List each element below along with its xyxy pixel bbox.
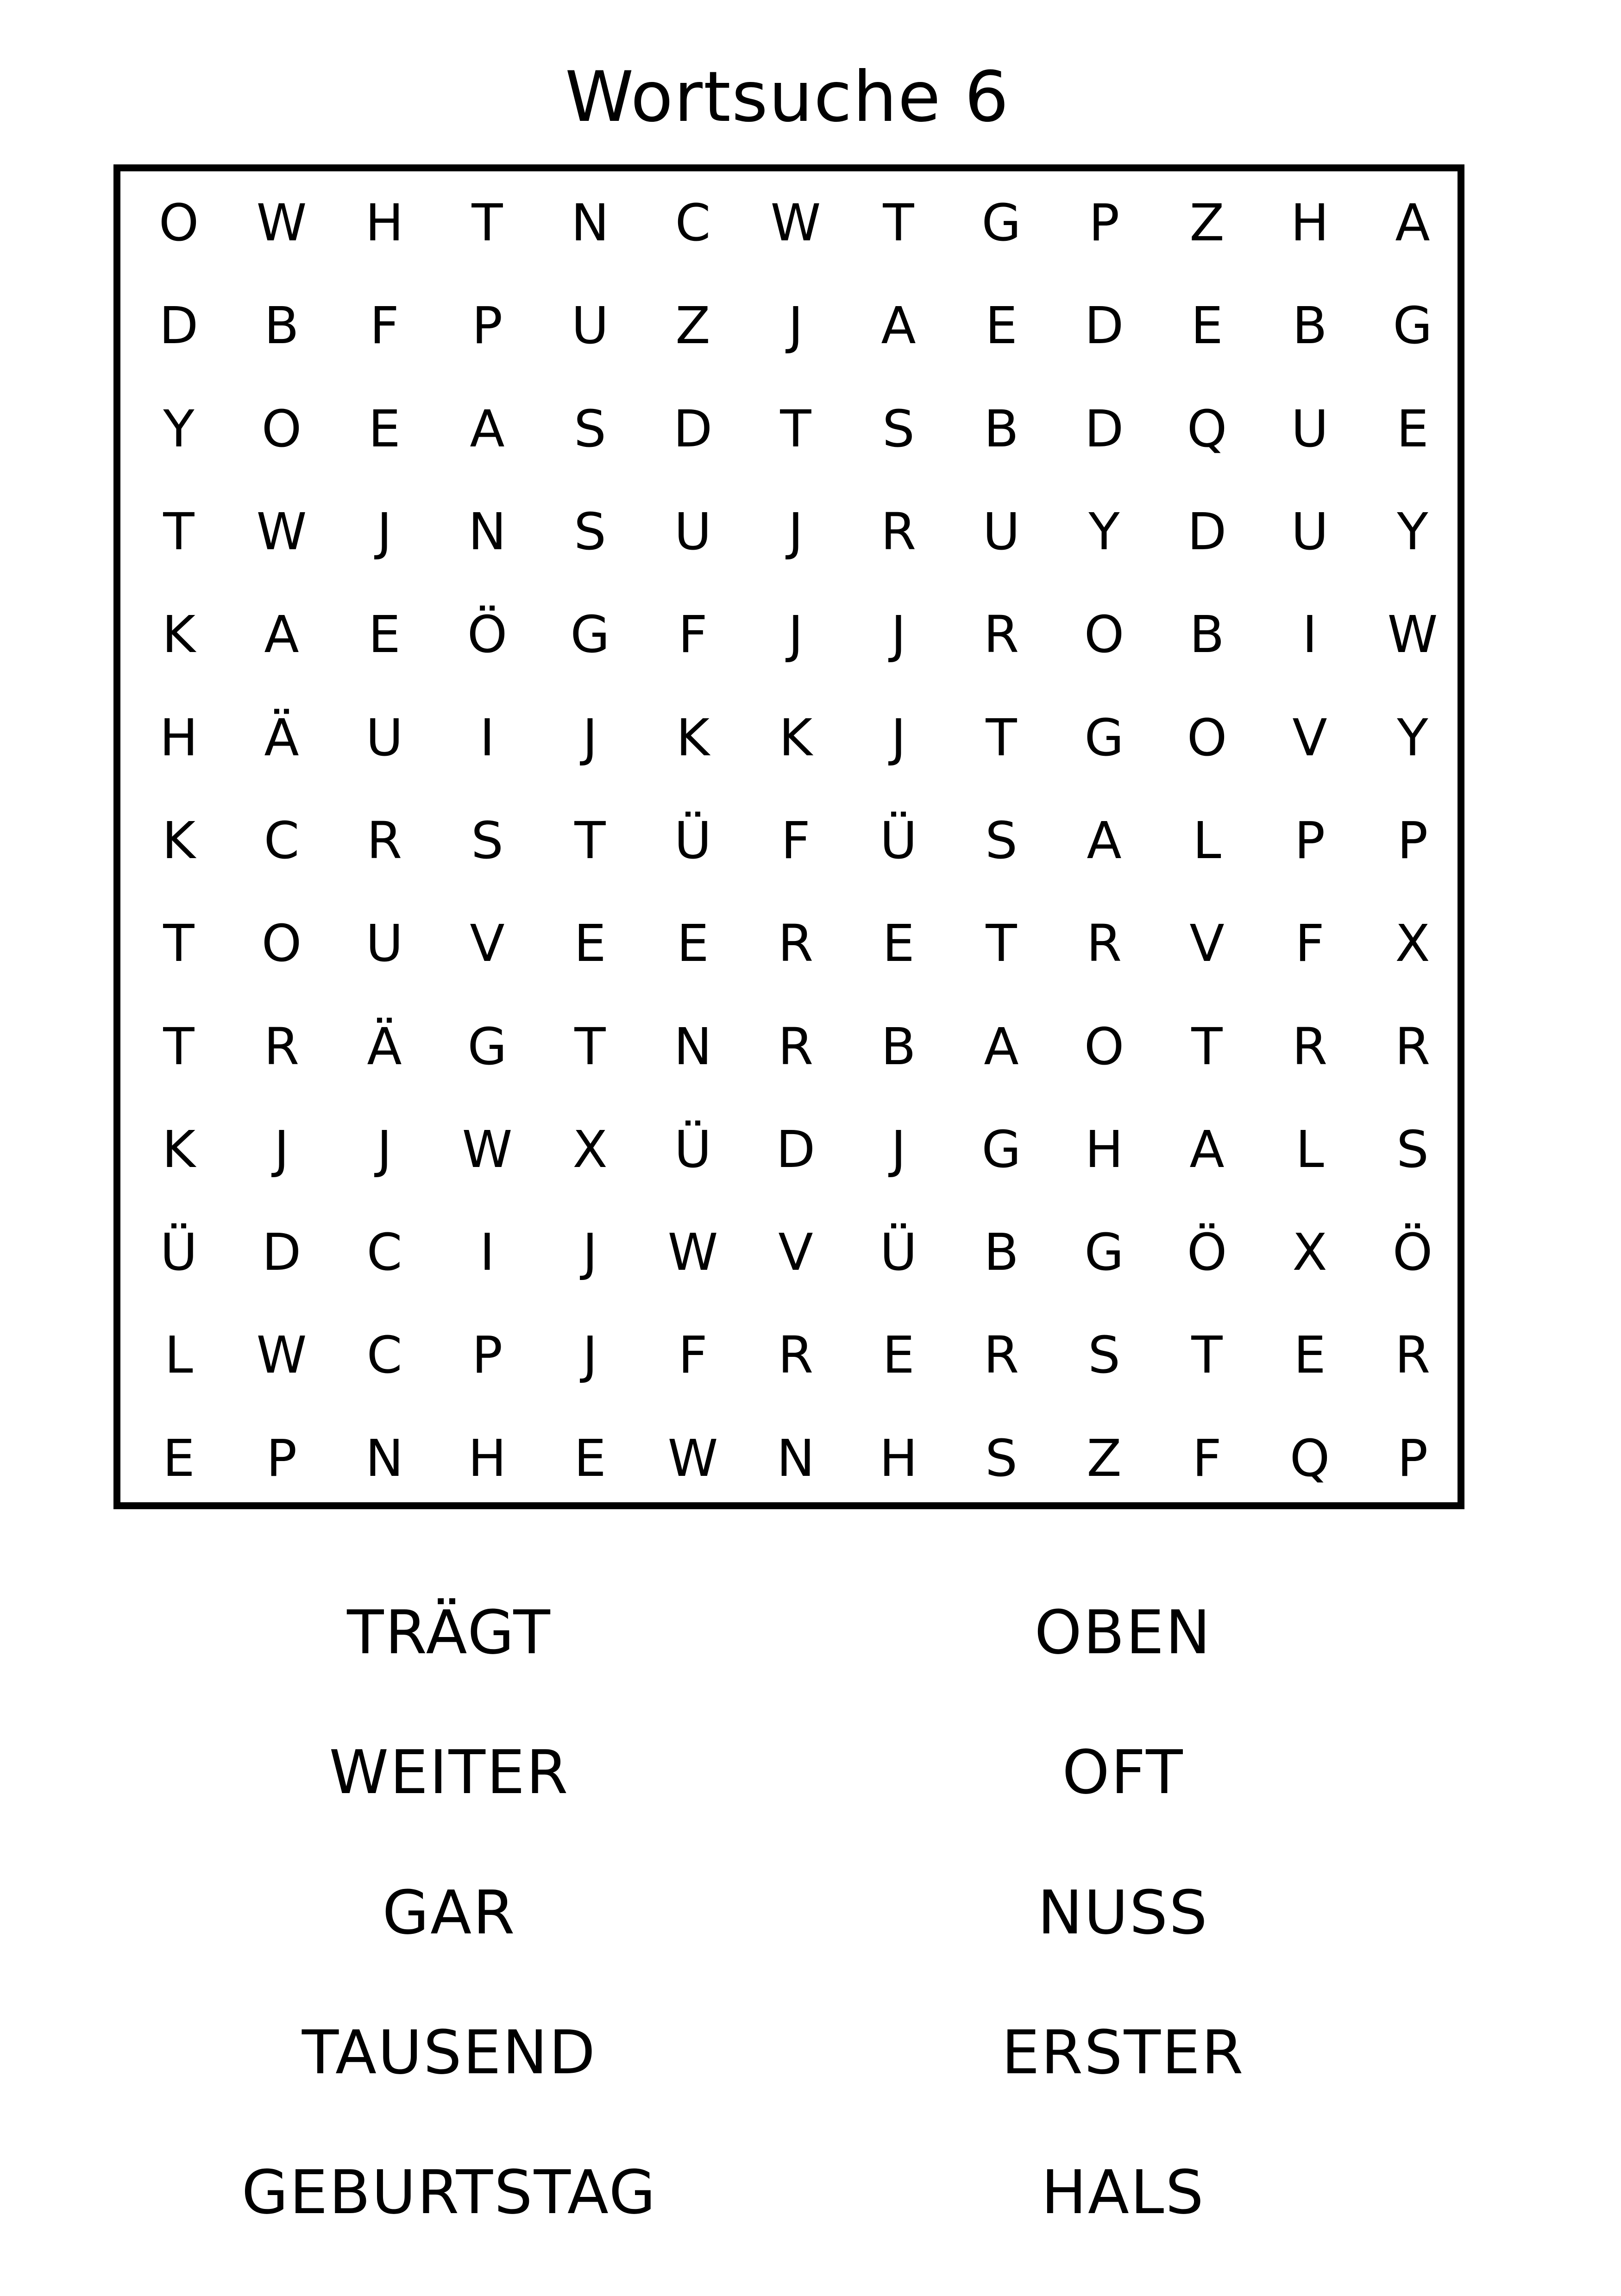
grid-cell: P xyxy=(1088,193,1120,253)
grid-cell: E xyxy=(574,1428,606,1488)
grid-cell: W xyxy=(1387,605,1438,665)
grid-cell: H xyxy=(365,193,404,253)
grid-cell: P xyxy=(1294,810,1326,870)
grid-cell: U xyxy=(982,502,1020,562)
grid-cell: H xyxy=(159,708,198,767)
grid-cell: J xyxy=(582,1223,598,1282)
grid-cell: Ü xyxy=(880,1223,917,1282)
grid-cell: N xyxy=(571,193,609,253)
grid-cell: C xyxy=(675,193,711,253)
word-list-item: ERSTER xyxy=(1001,2017,1245,2088)
word-list-item: TAUSEND xyxy=(302,2017,597,2088)
grid-cell: D xyxy=(159,296,199,356)
grid-cell: Z xyxy=(675,296,710,356)
grid-cell: G xyxy=(981,193,1021,253)
grid-cell: V xyxy=(1292,708,1327,767)
grid-cell: V xyxy=(778,1223,813,1282)
grid-cell: X xyxy=(1395,914,1430,973)
grid-cell: K xyxy=(162,810,196,870)
grid-cell: R xyxy=(778,1325,814,1385)
grid-cell: G xyxy=(981,1119,1021,1179)
grid-cell: T xyxy=(163,1016,195,1076)
grid-cell: K xyxy=(676,708,710,767)
grid-cell: A xyxy=(1395,193,1430,253)
grid-cell: E xyxy=(368,399,401,458)
grid-cell: S xyxy=(574,502,606,562)
grid-cell: U xyxy=(674,502,712,562)
grid-cell: E xyxy=(368,605,401,665)
grid-cell: V xyxy=(1189,914,1225,973)
word-list-item: OBEN xyxy=(1034,1597,1212,1668)
grid-cell: A xyxy=(264,605,299,665)
grid-cell: O xyxy=(1084,605,1125,665)
grid-cell: C xyxy=(366,1325,402,1385)
grid-cell: O xyxy=(1084,1016,1125,1076)
word-list-item: OFT xyxy=(1062,1737,1184,1807)
grid-cell: J xyxy=(377,1119,392,1179)
grid-cell: K xyxy=(162,1119,196,1179)
grid-cell: U xyxy=(365,708,403,767)
word-list-item: WEITER xyxy=(329,1737,570,1807)
grid-cell: Ö xyxy=(1187,1223,1227,1282)
grid-cell: R xyxy=(880,502,917,562)
grid-cell: D xyxy=(673,399,713,458)
grid-cell: E xyxy=(882,1325,915,1385)
grid-cell: R xyxy=(1395,1016,1431,1076)
grid-cell: B xyxy=(1189,605,1225,665)
grid-cell: T xyxy=(1191,1325,1223,1385)
word-list-item: GEBURTSTAG xyxy=(241,2157,657,2227)
grid-cell: Y xyxy=(1397,502,1428,562)
grid-cell: D xyxy=(1187,502,1227,562)
grid-cell: G xyxy=(570,605,610,665)
grid-cell: U xyxy=(1291,399,1329,458)
grid-cell: O xyxy=(1187,708,1227,767)
grid-cell: R xyxy=(1086,914,1122,973)
grid-cell: O xyxy=(158,193,199,253)
grid-cell: Y xyxy=(163,399,195,458)
grid-cell: T xyxy=(1191,1016,1223,1076)
grid-cell: E xyxy=(985,296,1018,356)
grid-cell: R xyxy=(366,810,402,870)
grid-cell: Ä xyxy=(264,708,299,767)
grid-cell: E xyxy=(1191,296,1223,356)
grid-cell: S xyxy=(574,399,606,458)
grid-cell: E xyxy=(882,914,915,973)
grid-cell: X xyxy=(1292,1223,1327,1282)
grid-cell: N xyxy=(776,1428,815,1488)
grid-cell: H xyxy=(468,1428,507,1488)
grid-cell: T xyxy=(163,914,195,973)
grid-cell: J xyxy=(891,1119,906,1179)
grid-cell: H xyxy=(1085,1119,1124,1179)
grid-cell: R xyxy=(1292,1016,1328,1076)
grid-cell: Ö xyxy=(467,605,508,665)
grid-cell: S xyxy=(882,399,915,458)
grid-cell: Ö xyxy=(1392,1223,1433,1282)
grid-cell: I xyxy=(1302,605,1318,665)
grid-cell: B xyxy=(1292,296,1327,356)
grid-cell: J xyxy=(377,502,392,562)
grid-cell: T xyxy=(574,810,606,870)
grid-cell: P xyxy=(1397,810,1428,870)
grid-cell: J xyxy=(274,1119,289,1179)
grid-cell: W xyxy=(462,1119,513,1179)
grid-cell: Ä xyxy=(367,1016,402,1076)
grid-cell: F xyxy=(1192,1428,1222,1488)
grid-cell: J xyxy=(582,708,598,767)
grid-cell: Q xyxy=(1187,399,1227,458)
grid-cell: R xyxy=(1395,1325,1431,1385)
grid-cell: P xyxy=(1397,1428,1428,1488)
grid-cell: Q xyxy=(1289,1428,1330,1488)
grid-cell: S xyxy=(471,810,503,870)
grid-cell: K xyxy=(779,708,813,767)
grid-cell: D xyxy=(1084,296,1124,356)
grid-cell: P xyxy=(471,1325,503,1385)
grid-cell: O xyxy=(261,914,302,973)
grid-cell: B xyxy=(984,399,1019,458)
grid-cell: Y xyxy=(1397,708,1428,767)
word-search-grid xyxy=(127,171,1464,1510)
grid-cell: Y xyxy=(1088,502,1120,562)
grid-cell: V xyxy=(470,914,505,973)
grid-cell: Z xyxy=(1189,193,1225,253)
grid-cell: S xyxy=(985,810,1018,870)
grid-cell: J xyxy=(788,296,804,356)
grid-cell: E xyxy=(163,1428,195,1488)
grid-cell: C xyxy=(264,810,300,870)
grid-cell: A xyxy=(1087,810,1122,870)
word-list-item: NUSS xyxy=(1037,1877,1209,1948)
grid-cell: R xyxy=(778,914,814,973)
grid-cell: X xyxy=(572,1119,608,1179)
grid-cell: S xyxy=(1396,1119,1429,1179)
grid-cell: T xyxy=(883,193,914,253)
grid-cell: N xyxy=(365,1428,404,1488)
grid-cell: W xyxy=(256,193,307,253)
grid-cell: F xyxy=(370,296,399,356)
grid-cell: T xyxy=(986,708,1017,767)
grid-cell: E xyxy=(1396,399,1429,458)
grid-cell: S xyxy=(985,1428,1018,1488)
grid-cell: T xyxy=(163,502,195,562)
grid-cell: J xyxy=(788,502,804,562)
grid-cell: B xyxy=(984,1223,1019,1282)
grid-cell: J xyxy=(891,708,906,767)
grid-cell: I xyxy=(479,1223,495,1282)
grid-cell: R xyxy=(264,1016,300,1076)
grid-cell: Z xyxy=(1087,1428,1122,1488)
grid-cell: Ü xyxy=(160,1223,198,1282)
grid-cell: B xyxy=(264,296,299,356)
grid-cell: O xyxy=(261,399,302,458)
grid-cell: E xyxy=(677,914,709,973)
grid-cell: F xyxy=(781,810,810,870)
word-list-item: GAR xyxy=(382,1877,516,1948)
grid-cell: R xyxy=(983,605,1019,665)
word-list-item: TRÄGT xyxy=(347,1597,552,1668)
grid-cell: P xyxy=(266,1428,297,1488)
grid-cell: F xyxy=(678,1325,708,1385)
page-title: Wortsuche 6 xyxy=(565,57,1010,138)
grid-cell: Ü xyxy=(880,810,917,870)
grid-cell: F xyxy=(678,605,708,665)
grid-cell: D xyxy=(776,1119,816,1179)
grid-cell: C xyxy=(366,1223,402,1282)
grid-cell: U xyxy=(571,296,609,356)
grid-cell: A xyxy=(881,296,916,356)
grid-cell: D xyxy=(262,1223,302,1282)
grid-cell: Ü xyxy=(674,1119,712,1179)
grid-cell: B xyxy=(881,1016,916,1076)
grid-cell: T xyxy=(986,914,1017,973)
grid-cell: A xyxy=(1189,1119,1225,1179)
grid-cell: Ü xyxy=(674,810,712,870)
grid-cell: W xyxy=(256,502,307,562)
grid-cell: T xyxy=(574,1016,606,1076)
grid-cell: G xyxy=(467,1016,507,1076)
grid-cell: W xyxy=(256,1325,307,1385)
grid-cell: W xyxy=(667,1428,718,1488)
grid-cell: G xyxy=(1084,708,1124,767)
grid-cell: F xyxy=(1295,914,1325,973)
grid-cell: S xyxy=(1088,1325,1120,1385)
grid-cell: L xyxy=(164,1325,193,1385)
grid-cell: E xyxy=(574,914,606,973)
grid-cell: L xyxy=(1193,810,1221,870)
grid-cell: A xyxy=(470,399,505,458)
grid-cell: U xyxy=(1291,502,1329,562)
grid-cell: D xyxy=(1084,399,1124,458)
grid-cell: J xyxy=(891,605,906,665)
grid-cell: L xyxy=(1295,1119,1324,1179)
grid-cell: R xyxy=(778,1016,814,1076)
grid-cell: J xyxy=(582,1325,598,1385)
grid-cell: N xyxy=(673,1016,712,1076)
grid-cell: A xyxy=(984,1016,1019,1076)
word-search-grid-frame xyxy=(113,164,1464,1509)
grid-cell: K xyxy=(162,605,196,665)
grid-cell: W xyxy=(667,1223,718,1282)
grid-cell: T xyxy=(780,399,811,458)
grid-cell: G xyxy=(1084,1223,1124,1282)
grid-cell: E xyxy=(1294,1325,1326,1385)
grid-cell: H xyxy=(879,1428,918,1488)
grid-cell: P xyxy=(471,296,503,356)
grid-cell: J xyxy=(788,605,804,665)
grid-cell: W xyxy=(770,193,821,253)
grid-cell: G xyxy=(1393,296,1433,356)
grid-cell: I xyxy=(479,708,495,767)
grid-cell: N xyxy=(468,502,507,562)
grid-cell: U xyxy=(365,914,403,973)
grid-cell: R xyxy=(983,1325,1019,1385)
word-list-item: HALS xyxy=(1041,2157,1205,2227)
grid-cell: H xyxy=(1290,193,1329,253)
grid-cell: T xyxy=(471,193,503,253)
